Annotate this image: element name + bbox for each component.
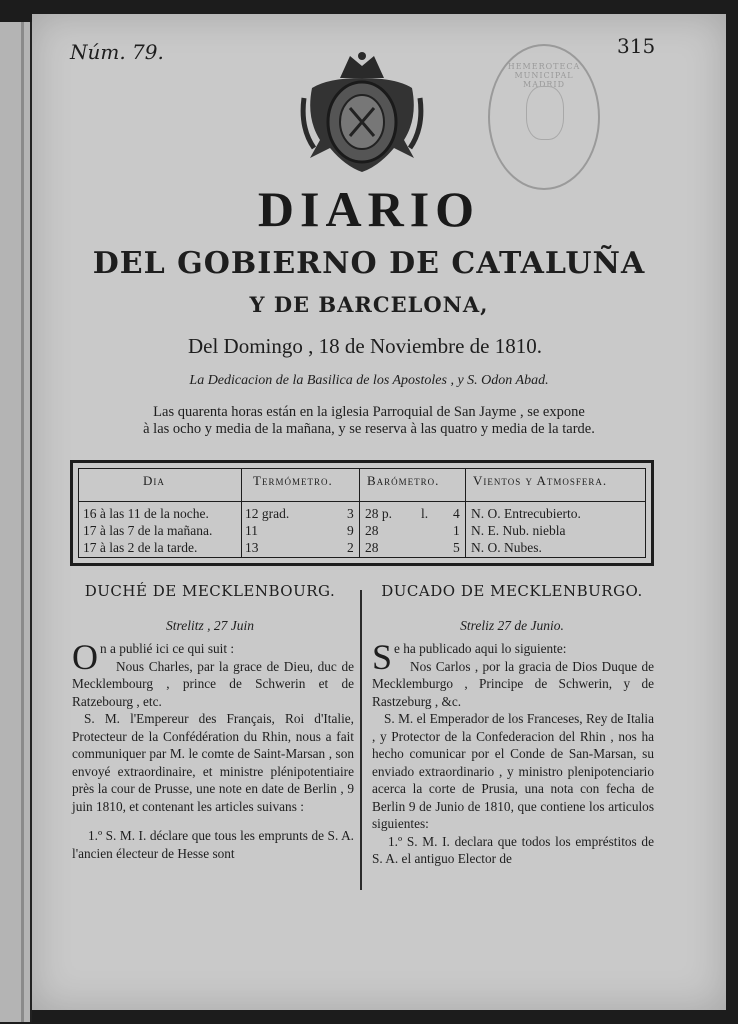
column-divider bbox=[360, 590, 362, 890]
left-para-2: Nous Charles, par la grace de Dieu, duc de Mecklembourg , prince de Schwerin et de Ratzebourg , etc. bbox=[72, 658, 354, 709]
dedication-line: La Dedicacion de la Basilica de los Apostoles , y S. Odon Abad. bbox=[189, 373, 549, 388]
row1-baro-frac: 4 bbox=[453, 506, 460, 521]
row3-baro-frac: 5 bbox=[453, 540, 460, 555]
row2-baro-frac: 1 bbox=[453, 523, 460, 538]
forty-hours-line-2: à las ocho y media de la mañana, y se reserva à las quatro y media de la tarde. bbox=[143, 421, 595, 437]
table-header-barometer: Barómetro. bbox=[367, 473, 440, 488]
row3-temp: 13 bbox=[245, 540, 259, 555]
row1-baro-l: l. bbox=[421, 506, 429, 521]
left-dateline: Strelitz , 27 Juin bbox=[166, 618, 254, 633]
row3-temp-frac: 2 bbox=[347, 540, 354, 555]
right-dropcap: S bbox=[372, 637, 393, 677]
row2-dia: 17 à las 7 de la mañana. bbox=[83, 523, 213, 538]
left-para-1: n a publié ici ce qui suit : bbox=[100, 641, 235, 656]
table-header-dia: Dia bbox=[143, 473, 165, 488]
right-column-heading: DUCADO DE MECKLENBURGO. bbox=[381, 582, 643, 600]
row2-temp-frac: 9 bbox=[347, 523, 354, 538]
row1-temp: 12 grad. bbox=[245, 506, 290, 521]
newspaper-title: DIARIO bbox=[257, 181, 481, 237]
table-header-winds: Vientos y Atmosfera. bbox=[473, 473, 608, 488]
right-dateline: Streliz 27 de Junio. bbox=[460, 618, 564, 633]
coat-of-arms-emblem bbox=[300, 48, 424, 176]
forty-hours-line-1: Las quarenta horas están en la iglesia Parroquial de San Jayme , se expone bbox=[153, 404, 585, 420]
left-dropcap: O bbox=[72, 637, 98, 677]
adjacent-page-edge bbox=[0, 22, 32, 1022]
row2-viento: N. E. Nub. niebla bbox=[471, 523, 566, 538]
newspaper-subtitle: DEL GOBIERNO DE CATALUÑA bbox=[92, 246, 646, 281]
row2-baro: 28 bbox=[365, 523, 379, 538]
right-column-body bbox=[372, 637, 654, 868]
row1-baro: 28 p. bbox=[365, 506, 392, 521]
stamp-text: HEMEROTECA MUNICIPAL MADRID bbox=[507, 62, 581, 89]
right-para-4: 1.º S. M. I. declara que todos los empréstitos de S. A. el antiguo Elector de bbox=[372, 833, 654, 866]
row3-viento: N. O. Nubes. bbox=[471, 540, 542, 555]
page-number: 315 bbox=[617, 34, 656, 58]
issue-date: Del Domingo , 18 de Noviembre de 1810. bbox=[187, 334, 543, 358]
weather-table bbox=[70, 460, 654, 566]
left-column-heading: DUCHÉ DE MECKLENBOURG. bbox=[84, 582, 336, 600]
left-column-body bbox=[72, 637, 354, 862]
newspaper-subtitle-2: Y DE BARCELONA, bbox=[249, 292, 489, 317]
row1-dia: 16 à las 11 de la noche. bbox=[83, 506, 209, 521]
left-para-4: 1.º S. M. I. déclare que tous les emprunts de S. A. l'ancien électeur de Hesse sont bbox=[72, 828, 354, 861]
row1-temp-frac: 3 bbox=[347, 506, 354, 521]
stamp-emblem-icon bbox=[526, 86, 564, 140]
issue-number: Núm. 79. bbox=[70, 40, 164, 64]
row2-temp: 11 bbox=[245, 523, 258, 538]
left-para-3: S. M. l'Empereur des Français, Roi d'Italie, Protecteur de la Confédération du Rhin, nous a fait communiquer par M. le comte de Saint-Marsan , son envoyé extraordinaire, et ministre plénipotentiaire près la cour de Prusse, une note en date de Berlin , 9 juin 1810, et contenant les articles suivans : bbox=[72, 711, 354, 814]
right-para-2: Nos Carlos , por la gracia de Dios Duque de Mecklemburgo , Principe de Schwerin, y de Rastzeburg , &c. bbox=[372, 658, 654, 709]
table-header-thermometer: Termómetro. bbox=[253, 473, 333, 488]
right-para-3: S. M. el Emperador de los Franceses, Rey de Italia , y Protector de la Confederacion del Rhin , nos ha hecho comunicar por el Conde de San-Marsan, su enviado extraordinario , y ministro plenipotenciario acerca la corte de Prusia, una nota con fecha de Berlin 9 de Junio de 1810, que contiene los articulos siguientes: bbox=[372, 711, 654, 831]
library-stamp bbox=[488, 44, 600, 190]
row3-baro: 28 bbox=[365, 540, 379, 555]
row1-viento: N. O. Entrecubierto. bbox=[471, 506, 581, 521]
right-para-1: e ha publicado aqui lo siguiente: bbox=[394, 641, 567, 656]
forty-hours-notice bbox=[84, 404, 654, 438]
row3-dia: 17 à las 2 de la tarde. bbox=[83, 540, 198, 555]
